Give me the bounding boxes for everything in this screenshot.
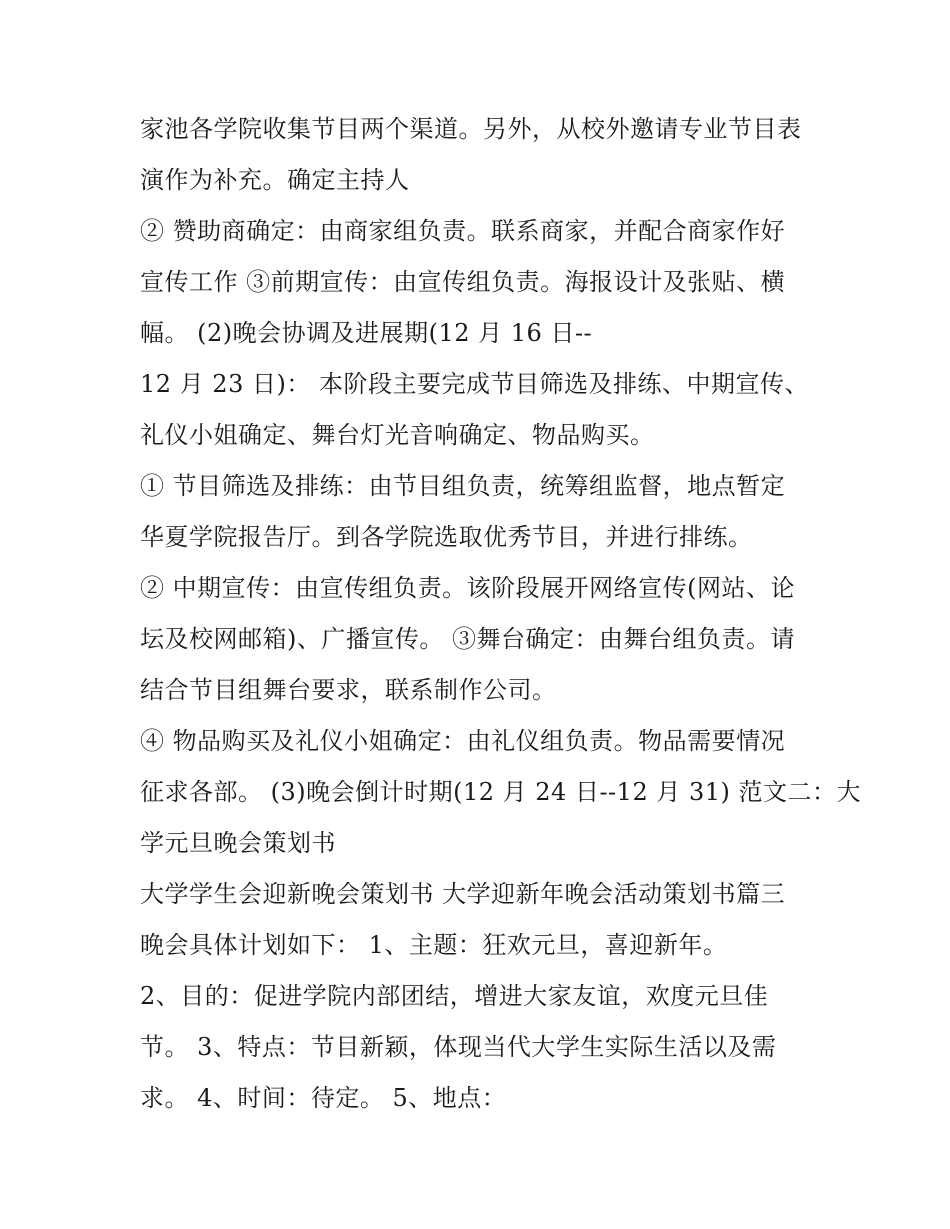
text-line: 礼仪小姐确定、舞台灯光音响确定、物品购买。 [140,421,655,449]
text-line: 2、目的：促进学院内部团结，增进大家友谊，欢度元旦佳 [140,982,769,1010]
text-line: 学元旦晚会策划书 [140,829,336,857]
text-line: 晚会具体计划如下： 1、主题：狂欢元旦，喜迎新年。 [140,931,728,959]
text-line: 演作为补充。确定主持人 [140,166,410,194]
text-line: ① 节目筛选及排练：由节目组负责，统筹组监督，地点暂定 [140,472,786,500]
text-line: 家池各学院收集节目两个渠道。另外，从校外邀请专业节目表 [140,115,802,143]
text-line: ② 中期宣传：由宣传组负责。该阶段展开网络宣传(网站、论 [140,574,795,602]
text-line: ④ 物品购买及礼仪小姐确定：由礼仪组负责。物品需要情况 [140,727,786,755]
text-line: 征求各部。 (3)晚会倒计时期(12 月 24 日--12 月 31) 范文二：大 [140,778,861,806]
text-line: 坛及校网邮箱)、广播宣传。 ③舞台确定：由舞台组负责。请 [140,625,795,653]
text-line: 幅。 (2)晚会协调及进展期(12 月 16 日-- [140,319,593,347]
document-body [140,104,861,1124]
text-line: 求。 4、时间：待定。 5、地点： [140,1084,507,1112]
text-line: ② 赞助商确定：由商家组负责。联系商家，并配合商家作好 [140,217,786,245]
text-line: 宣传工作 ③前期宣传：由宣传组负责。海报设计及张贴、横 [140,268,786,296]
text-line: 12 月 23 日)： 本阶段主要完成节目筛选及排练、中期宣传、 [140,370,809,398]
text-line: 华夏学院报告厅。到各学院选取优秀节目，并进行排练。 [140,523,753,551]
text-line: 大学学生会迎新晚会策划书 大学迎新年晚会活动策划书篇三 [140,880,786,908]
text-line: 结合节目组舞台要求，联系制作公司。 [140,676,557,704]
text-line: 节。 3、特点：节目新颖，体现当代大学生实际生活以及需 [140,1033,777,1061]
